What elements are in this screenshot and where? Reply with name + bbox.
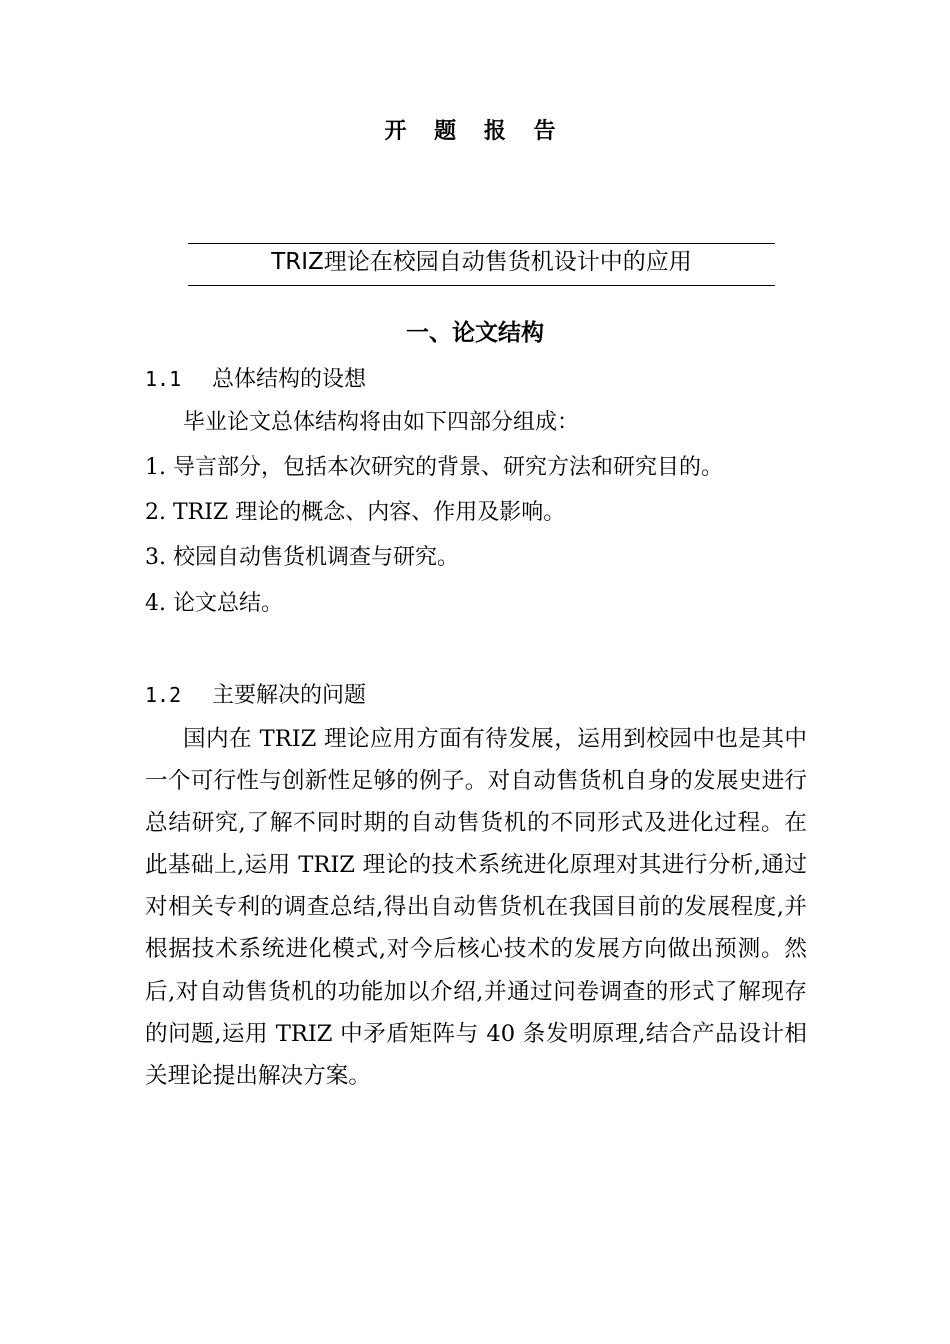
subsection-heading-1-2: [145, 678, 366, 713]
list-item: 4. 论文总结。: [145, 591, 283, 616]
document-title: 开 题 报 告: [384, 119, 566, 144]
list-item: 1. 导言部分，包括本次研究的背景、研究方法和研究目的。: [145, 455, 723, 480]
subsection-heading-1-1: [145, 362, 366, 397]
subsection-number: 1.2: [145, 683, 182, 707]
subsection-number: 1.1: [145, 367, 182, 391]
subsection-intro: 毕业论文总体结构将由如下四部分组成：: [183, 410, 580, 435]
title-bottom-rule: [188, 285, 775, 286]
thesis-title: TRIZ理论在校园自动售货机设计中的应用: [271, 249, 692, 275]
body-paragraph: 国内在 TRIZ 理论应用方面有待发展，运用到校园中也是其中一个可行性与创新性足够的例子。对自动售货机自身的发展史进行总结研究,了解不同时期的自动售货机的不同形式及进化过程。在此基础上,运用 TRIZ 理论的技术系统进化原理对其进行分析,通过对相关专利的调查总结,得出自动售货机在我国目前的发展程度,并根据技术系统进化模式,对今后核心技术的发展方向做出预测。然后,对自动售货机的功能加以介绍,并通过问卷调查的形式了解现存的问题,运用 TRIZ 中矛盾矩阵与 40 条发明原理,结合产品设计相关理论提出解决方案。: [145, 726, 807, 1089]
list-item: 2. TRIZ 理论的概念、内容、作用及影响。: [145, 500, 566, 525]
subsection-title: 主要解决的问题: [212, 683, 367, 708]
section-heading: 一、论文结构: [406, 320, 544, 346]
list-item: 3. 校园自动售货机调查与研究。: [145, 545, 459, 570]
subsection-title: 总体结构的设想: [212, 367, 367, 392]
